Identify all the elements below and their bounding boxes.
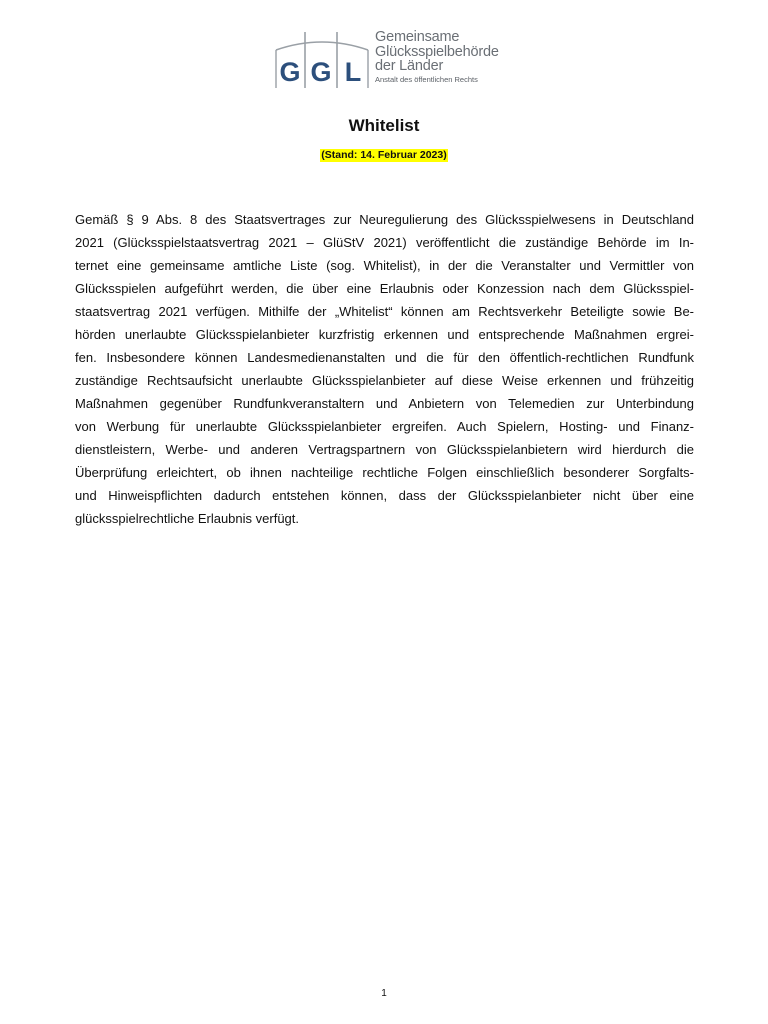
body-line: zuständige Rechtsaufsicht unerlaubte Glücksspielanbieter auf diese Weise erkennen und frühzeitig: [75, 373, 694, 388]
body-line: und Hinweispflichten dadurch entstehen können, dass der Glücksspielanbieter nicht über eine: [75, 488, 694, 503]
body-line: staatsvertrag 2021 verfügen. Mithilfe der „Whitelist“ können am Rechtsverkehr Beteiligte sowie Be-: [75, 304, 694, 319]
body-line: dienstleistern, Werbe- und anderen Vertragspartnern von Glücksspielanbietern wird hierdurch die: [75, 442, 694, 457]
logo-letter-3: L: [344, 57, 362, 87]
logo-letter-1: G: [279, 57, 301, 87]
logo-name-line-3: der Länder: [375, 58, 444, 74]
ggl-logo: [274, 28, 504, 90]
logo-wordmark: [375, 30, 505, 84]
body-line: Gemäß § 9 Abs. 8 des Staatsvertrages zur Neuregulierung des Glücksspielwesens in Deutschland: [75, 212, 694, 227]
body-line: ternet eine gemeinsame amtliche Liste (sog. Whitelist), in der die Veranstalter und Vermittler von: [75, 258, 694, 273]
body-paragraph: [75, 208, 694, 530]
date-note: (Stand: 14. Februar 2023): [321, 149, 447, 161]
body-line: glücksspielrechtliche Erlaubnis verfügt.: [75, 511, 299, 526]
body-line: Maßnahmen gegenüber Rundfunkveranstaltern und Anbietern von Telemedien zur Unterbindung: [75, 396, 694, 411]
body-line: Überprüfung erleichtert, ob ihnen nachteilige rechtliche Folgen einschließlich besonderer Sorgfalts-: [75, 465, 694, 480]
body-line: hörden unerlaubte Glücksspielanbieter kurzfristig erkennen und entsprechende Maßnahmen ergrei-: [75, 327, 694, 342]
date-note-wrapper: [0, 145, 768, 163]
logo-name-line-1: Gemeinsame: [375, 29, 460, 45]
page-number: 1: [381, 988, 387, 999]
body-line: von Werbung für unerlaubte Glücksspielanbieter ergreifen. Auch Spielern, Hosting- und Finanz-: [75, 419, 694, 434]
ggl-logo-mark: [274, 28, 370, 90]
body-line: Glücksspielen aufgeführt werden, die über eine Erlaubnis oder Konzession nach dem Glücksspiel-: [75, 281, 694, 296]
logo-subtitle: Anstalt des öffentlichen Rechts: [375, 74, 478, 84]
logo-letter-2: G: [310, 57, 332, 87]
body-line: fen. Insbesondere können Landesmedienanstalten und die für den öffentlich-rechtlichen Rundfunk: [75, 350, 694, 365]
logo-name-line-2: Glücksspielbehörde: [375, 43, 499, 60]
body-line: 2021 (Glücksspielstaatsvertrag 2021 – GlüStV 2021) veröffentlicht die zuständige Behörde im In-: [75, 235, 694, 250]
document-title: Whitelist: [348, 116, 420, 135]
